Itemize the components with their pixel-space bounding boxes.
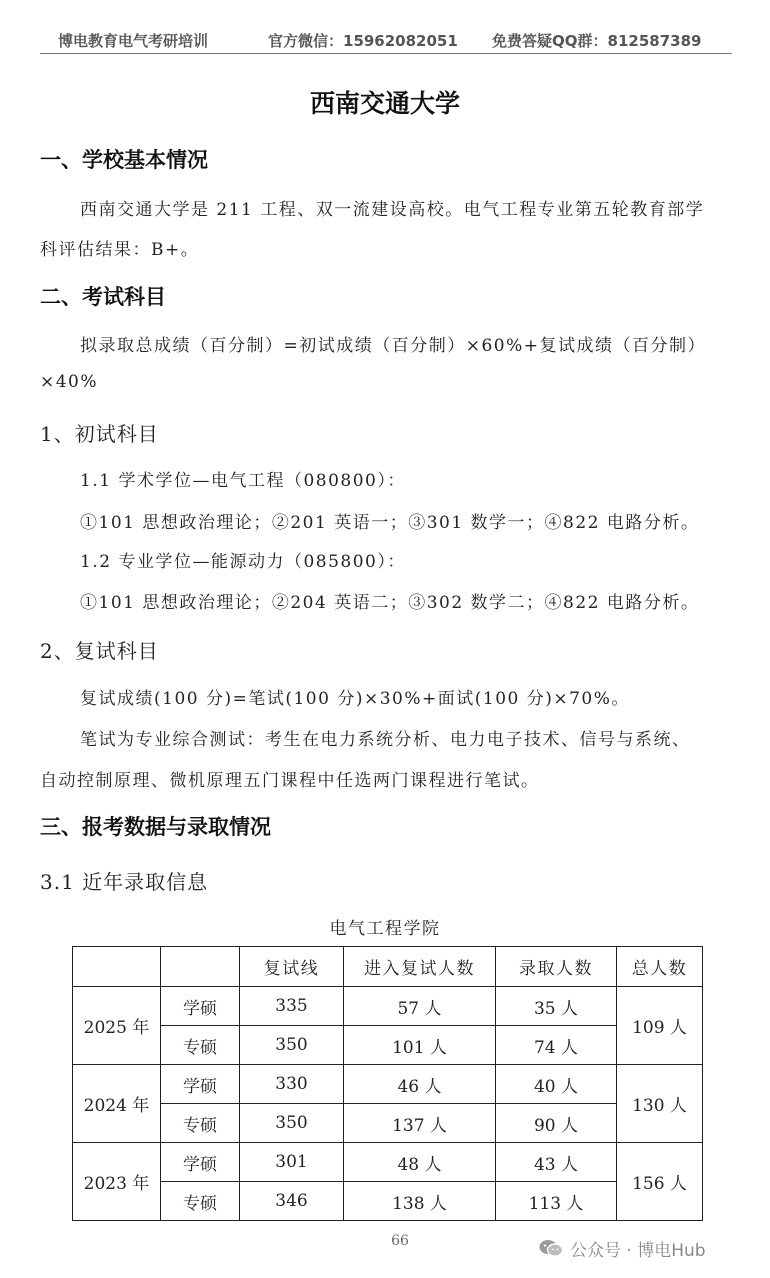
column-header-year: [73, 947, 161, 987]
recent-admission-heading: 3.1 近年录取信息: [40, 870, 209, 894]
retest-count-cell: 48 人: [344, 1143, 496, 1182]
section-heading-basic-info: 一、学校基本情况: [40, 148, 208, 172]
admitted-count-cell: 74 人: [496, 1026, 617, 1065]
degree-type-cell: 学硕: [161, 987, 240, 1026]
initial-subjects-heading: 1、初试科目: [40, 422, 159, 446]
retest-line-cell: 301: [240, 1143, 344, 1182]
column-header-admitted-count: 录取人数: [496, 947, 617, 987]
table-row: [73, 1104, 703, 1143]
table-row: [73, 987, 703, 1026]
wechat-icon: [538, 1238, 564, 1258]
table-header-row: [73, 947, 703, 987]
basic-info-paragraph-line2: 科评估结果：B+。: [40, 240, 200, 260]
section-heading-admission-data: 三、报考数据与录取情况: [40, 815, 271, 839]
page-header: [40, 28, 732, 54]
degree-type-cell: 专硕: [161, 1182, 240, 1221]
degree-type-cell: 专硕: [161, 1026, 240, 1065]
year-cell: 2023 年: [73, 1143, 161, 1221]
table-row: [73, 1182, 703, 1221]
written-test-line1: 笔试为专业综合测试：考生在电力系统分析、电力电子技术、信号与系统、: [80, 730, 691, 750]
written-test-line2: 自动控制原理、微机原理五门课程中任选两门课程进行笔试。: [40, 771, 540, 791]
watermark-text: 公众号 · 博电Hub: [570, 1240, 706, 1261]
retest-line-cell: 350: [240, 1104, 344, 1143]
header-wechat: 官方微信：15962082051: [268, 32, 458, 50]
year-cell: 2024 年: [73, 1065, 161, 1143]
wechat-watermark: [538, 1236, 706, 1260]
header-qq-group: 免费答疑QQ群：812587389: [492, 32, 702, 50]
retest-line-cell: 350: [240, 1026, 344, 1065]
table-row: [73, 1143, 703, 1182]
basic-info-paragraph-line1: 西南交通大学是 211 工程、双一流建设高校。电气工程专业第五轮教育部学: [80, 200, 705, 220]
retest-line-cell: 330: [240, 1065, 344, 1104]
table-caption: 电气工程学院: [329, 919, 441, 939]
retest-count-cell: 101 人: [344, 1026, 496, 1065]
degree-type-cell: 学硕: [161, 1065, 240, 1104]
table-row: [73, 1026, 703, 1065]
retest-count-cell: 137 人: [344, 1104, 496, 1143]
professional-degree-label: 1.2 专业学位—能源动力（085800）：: [80, 552, 406, 572]
year-cell: 2025 年: [73, 987, 161, 1065]
admitted-count-cell: 43 人: [496, 1143, 617, 1182]
retest-count-cell: 57 人: [344, 987, 496, 1026]
total-cell: 130 人: [617, 1065, 703, 1143]
admitted-count-cell: 40 人: [496, 1065, 617, 1104]
admission-table: [72, 946, 703, 1221]
retest-count-cell: 138 人: [344, 1182, 496, 1221]
retest-line-cell: 346: [240, 1182, 344, 1221]
total-cell: 109 人: [617, 987, 703, 1065]
table-row: [73, 1065, 703, 1104]
score-formula-line2: ×40%: [40, 372, 99, 392]
column-header-total: 总人数: [617, 947, 703, 987]
score-formula-line1: 拟录取总成绩（百分制）=初试成绩（百分制）×60%+复试成绩（百分制）: [80, 336, 707, 356]
retest-count-cell: 46 人: [344, 1065, 496, 1104]
admitted-count-cell: 113 人: [496, 1182, 617, 1221]
degree-type-cell: 学硕: [161, 1143, 240, 1182]
admitted-count-cell: 35 人: [496, 987, 617, 1026]
column-header-retest-count: 进入复试人数: [344, 947, 496, 987]
academic-degree-subjects: ①101 思想政治理论；②201 英语一；③301 数学一；④822 电路分析。: [80, 513, 700, 533]
retest-line-cell: 335: [240, 987, 344, 1026]
academic-degree-label: 1.1 学术学位—电气工程（080800）：: [80, 471, 406, 491]
retest-subjects-heading: 2、复试科目: [40, 639, 159, 663]
column-header-type: [161, 947, 240, 987]
degree-type-cell: 专硕: [161, 1104, 240, 1143]
document-title: 西南交通大学: [309, 89, 460, 118]
professional-degree-subjects: ①101 思想政治理论；②204 英语二；③302 数学二；④822 电路分析。: [80, 593, 700, 613]
retest-score-formula: 复试成绩(100 分)=笔试(100 分)×30%+面试(100 分)×70%。: [80, 689, 630, 709]
header-org: 博电教育电气考研培训: [58, 32, 209, 50]
total-cell: 156 人: [617, 1143, 703, 1221]
admitted-count-cell: 90 人: [496, 1104, 617, 1143]
section-heading-exam-subjects: 二、考试科目: [40, 285, 166, 309]
page-number: 66: [391, 1233, 409, 1249]
column-header-retest-line: 复试线: [240, 947, 344, 987]
